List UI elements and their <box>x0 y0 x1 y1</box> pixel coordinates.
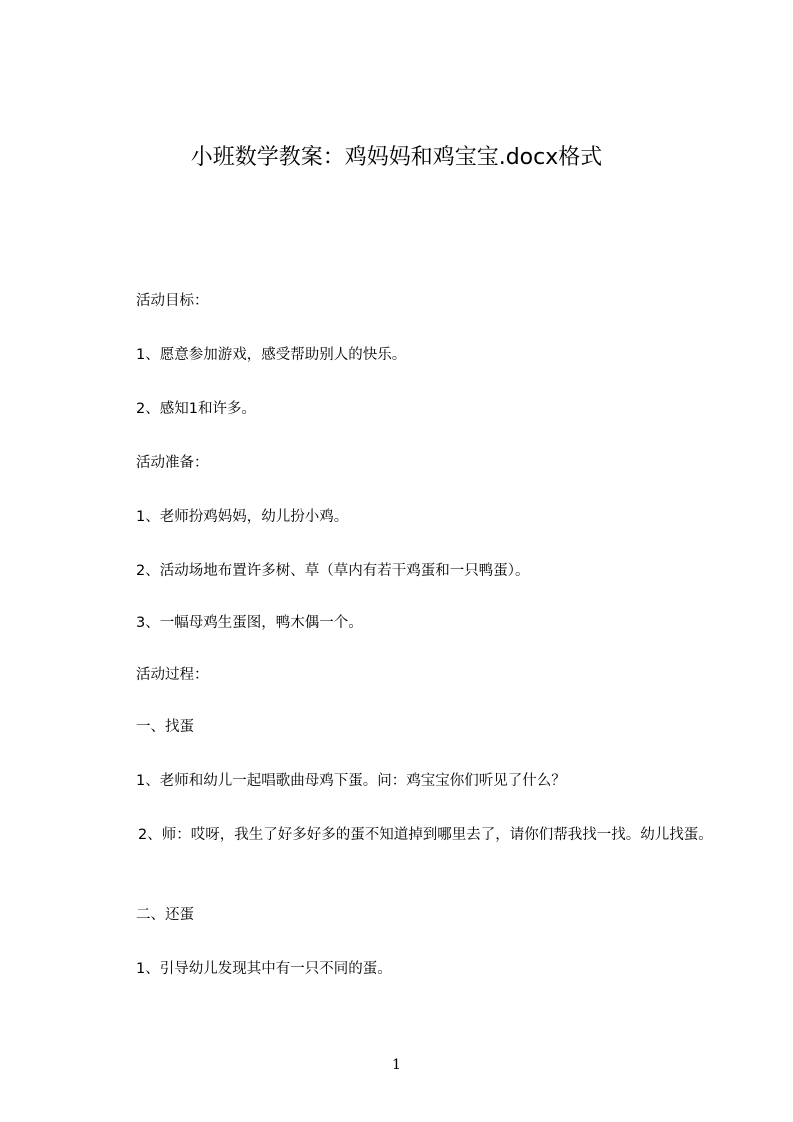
paragraph-goal-2: 2、感知1和许多。 <box>136 401 256 417</box>
page-number: 1 <box>392 1057 401 1073</box>
document-title: 小班数学教案：鸡妈妈和鸡宝宝.docx格式 <box>190 145 603 170</box>
paragraph-goals-heading: 活动目标： <box>136 293 209 309</box>
paragraph-preparation-1: 1、老师扮鸡妈妈，幼儿扮小鸡。 <box>136 509 349 525</box>
paragraph-step-1-item-2: 2、师：哎呀，我生了好多好多的蛋不知道掉到哪里去了，请你们帮我找一找。幼儿找蛋。 <box>138 827 713 843</box>
paragraph-preparation-3: 3、一幅母鸡生蛋图，鸭木偶一个。 <box>136 615 363 631</box>
paragraph-goal-1: 1、愿意参加游戏，感受帮助别人的快乐。 <box>136 347 407 363</box>
paragraph-step-1-heading: 一、找蛋 <box>136 719 194 735</box>
paragraph-step-1-item-1: 1、老师和幼儿一起唱歌曲母鸡下蛋。问：鸡宝宝你们听见了什么？ <box>136 773 566 789</box>
paragraph-step-2-item-1: 1、引导幼儿发现其中有一只不同的蛋。 <box>136 961 392 977</box>
paragraph-preparation-heading: 活动准备： <box>136 455 209 471</box>
paragraph-preparation-2: 2、活动场地布置许多树、草（草内有若干鸡蛋和一只鸭蛋）。 <box>136 563 530 579</box>
paragraph-step-2-heading: 二、还蛋 <box>136 907 194 923</box>
paragraph-process-heading: 活动过程： <box>136 667 209 683</box>
